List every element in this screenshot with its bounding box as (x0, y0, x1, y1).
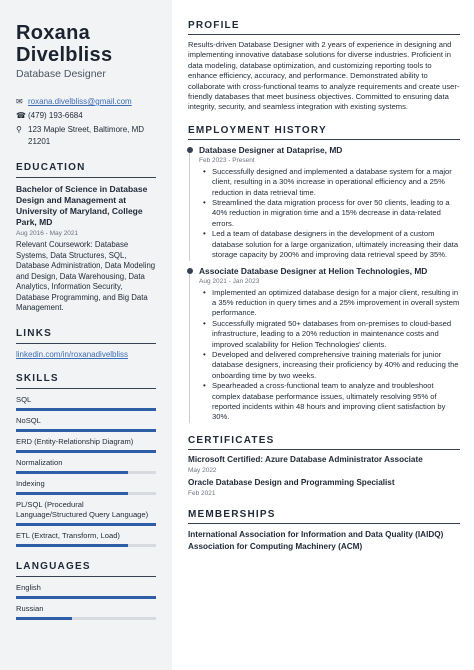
certificate-date: May 2022 (188, 466, 217, 474)
skill-item-level-track (16, 523, 156, 526)
main-content (188, 20, 460, 554)
contact-email-row (16, 96, 156, 108)
skill-item (16, 479, 156, 495)
candidate-last-name: Divelbliss (16, 44, 113, 66)
skill-item-level-track (16, 492, 156, 495)
language-item-level-track (16, 617, 156, 620)
skill-item-level-fill (16, 450, 156, 453)
certificates-list (188, 455, 460, 497)
skill-item (16, 395, 156, 411)
envelope-icon: ✉ (16, 97, 23, 106)
languages-heading: LANGUAGES (16, 561, 156, 577)
memberships-list (188, 529, 460, 554)
education-coursework: Relevant Coursework: Database Systems, Data Structures, SQL, Database Administration, Data Modeling and Design, Data Warehousing, Data Analytics, Information Security, Database Programming, and Big Data Management. (16, 240, 156, 312)
language-item-label: English (16, 582, 41, 592)
address-text (28, 124, 144, 148)
skill-item-label: SQL (16, 394, 32, 404)
skill-item-level-track (16, 408, 156, 411)
certificate-item (188, 455, 460, 474)
contact-block (16, 96, 156, 148)
job-dates: Aug 2021 - Jan 2023 (199, 277, 260, 285)
timeline-dot-icon (187, 268, 193, 274)
job-bullet: • Led a team of database designers in the development of a custom database solution for a large organization, ultimately increasing their data storage capacity by 200% and improving data retrieval speed by 35%. (199, 229, 460, 260)
sidebar (0, 0, 172, 670)
skill-item-label: Normalization (16, 457, 63, 467)
skill-item-level-track (16, 429, 156, 432)
skill-item-level-fill (16, 492, 128, 495)
language-item-level-track (16, 596, 156, 599)
skill-item-level-fill (16, 471, 128, 474)
membership-item: Association for Computing Machinery (ACM) (188, 542, 363, 552)
timeline-line (189, 150, 190, 261)
language-item-level-fill (16, 617, 72, 620)
education-heading: EDUCATION (16, 162, 156, 178)
location-pin-icon: ⚲ (16, 125, 22, 134)
skill-item-level-fill (16, 429, 156, 432)
memberships-heading: MEMBERSHIPS (188, 509, 460, 524)
skill-item (16, 437, 156, 453)
language-item-label: Russian (16, 603, 44, 613)
job-bullet: • Successfully migrated 50+ databases from on-premises to cloud-based infrastructure, leading to a 20% reduction in maintenance costs and improved scalability for Helion Technologies' clients. (199, 319, 460, 350)
timeline-line (189, 271, 190, 423)
address-line-1: 123 Maple Street, Baltimore, MD (28, 125, 145, 134)
skill-item-label: ERD (Entity-Relationship Diagram) (16, 436, 134, 446)
profile-heading: PROFILE (188, 20, 460, 35)
skill-item-label: NoSQL (16, 415, 41, 425)
skill-item (16, 416, 156, 432)
skill-item-level-track (16, 450, 156, 453)
skill-item-label: PL/SQL (Procedural Language/Structured Query Language) (16, 499, 149, 519)
job-entry (188, 266, 460, 423)
candidate-first-name: Roxana (16, 22, 91, 44)
certificate-name: Oracle Database Design and Programming Specialist (188, 477, 395, 487)
candidate-job-title: Database Designer (16, 68, 106, 80)
employment-heading: EMPLOYMENT HISTORY (188, 125, 460, 140)
job-bullet: • Developed and delivered comprehensive training materials for junior database designers, increasing their proficiency by 40% and reducing the onboarding time by two weeks. (199, 350, 460, 381)
job-bullets (199, 167, 460, 261)
skill-item (16, 500, 156, 526)
skill-item-level-track (16, 544, 156, 547)
phone-text: (479) 193-6684 (28, 111, 83, 120)
job-bullet: • Spearheaded a cross-functional team to analyze and troubleshoot complex database performance issues, ultimately resolving 95% of reported incidents within 48 hours and improving client satisfaction by 30%. (199, 381, 460, 423)
job-bullets (199, 288, 460, 423)
skills-list (16, 395, 156, 547)
profile-summary: Results-driven Database Designer with 2 years of experience in designing and implementing innovative database solutions for diverse industries. Proficient in data modeling, database optimization, and customizing reporting tools to enhance efficiency, accuracy, and performance. Demonstrated ability to collaborate with cross-functional teams to analyze requirements and create user-friendly databases that meet business objectives. Committed to ensuring data integrity, security, and seamless integration with existing systems. (188, 40, 460, 112)
job-bullet: • Streamlined the data migration process for over 50 clients, leading to a 40% reduction in migration time and a 15% decrease in data-related errors. (199, 198, 460, 229)
job-bullet: • Implemented an optimized database design for a major client, resulting in a 35% reduction in query times and a 25% improvement in overall system performance. (199, 288, 460, 319)
jobs-list (188, 145, 460, 423)
job-bullet: • Successfully designed and implemented a database system for a major client, resulting in a 30% increase in operational efficiency and a 25% reduction in data retrieval time. (199, 167, 460, 198)
contact-address-row (16, 124, 156, 148)
skill-item-level-track (16, 471, 156, 474)
phone-icon: ☎ (16, 111, 26, 120)
membership-item: International Association for Information and Data Quality (IAIDQ) (188, 529, 444, 539)
job-entry (188, 145, 460, 261)
skill-item-label: Indexing (16, 478, 45, 488)
skill-item-level-fill (16, 408, 156, 411)
certificate-name: Microsoft Certified: Azure Database Administrator Associate (188, 454, 423, 464)
language-item (16, 583, 156, 599)
email-link[interactable]: roxana.divelbliss@gmail.com (28, 97, 132, 106)
certificates-heading: CERTIFICATES (188, 435, 460, 450)
job-title: Associate Database Designer at Helion Technologies, MD (199, 265, 428, 276)
language-item-level-fill (16, 596, 156, 599)
certificate-item (188, 478, 460, 497)
language-item (16, 604, 156, 620)
education-degree: Bachelor of Science in Database Design and Management at University of Maryland, College Park, MD (16, 184, 148, 227)
certificate-date: Feb 2021 (188, 489, 216, 497)
skills-heading: SKILLS (16, 373, 156, 389)
timeline-dot-icon (187, 147, 193, 153)
job-dates: Feb 2023 - Present (199, 156, 255, 164)
skill-item-level-fill (16, 523, 156, 526)
education-dates: Aug 2016 - May 2021 (16, 230, 79, 237)
skill-item-level-fill (16, 544, 128, 547)
skill-item-label: ETL (Extract, Transform, Load) (16, 530, 120, 540)
languages-list (16, 583, 156, 620)
linkedin-link[interactable]: linkedin.com/in/roxanadivelbliss (16, 349, 129, 359)
contact-phone-row (16, 110, 156, 122)
links-heading: LINKS (16, 328, 156, 344)
skill-item (16, 458, 156, 474)
job-title: Database Designer at Dataprise, MD (199, 144, 343, 155)
skill-item (16, 531, 156, 547)
address-line-2: 21201 (28, 137, 51, 146)
